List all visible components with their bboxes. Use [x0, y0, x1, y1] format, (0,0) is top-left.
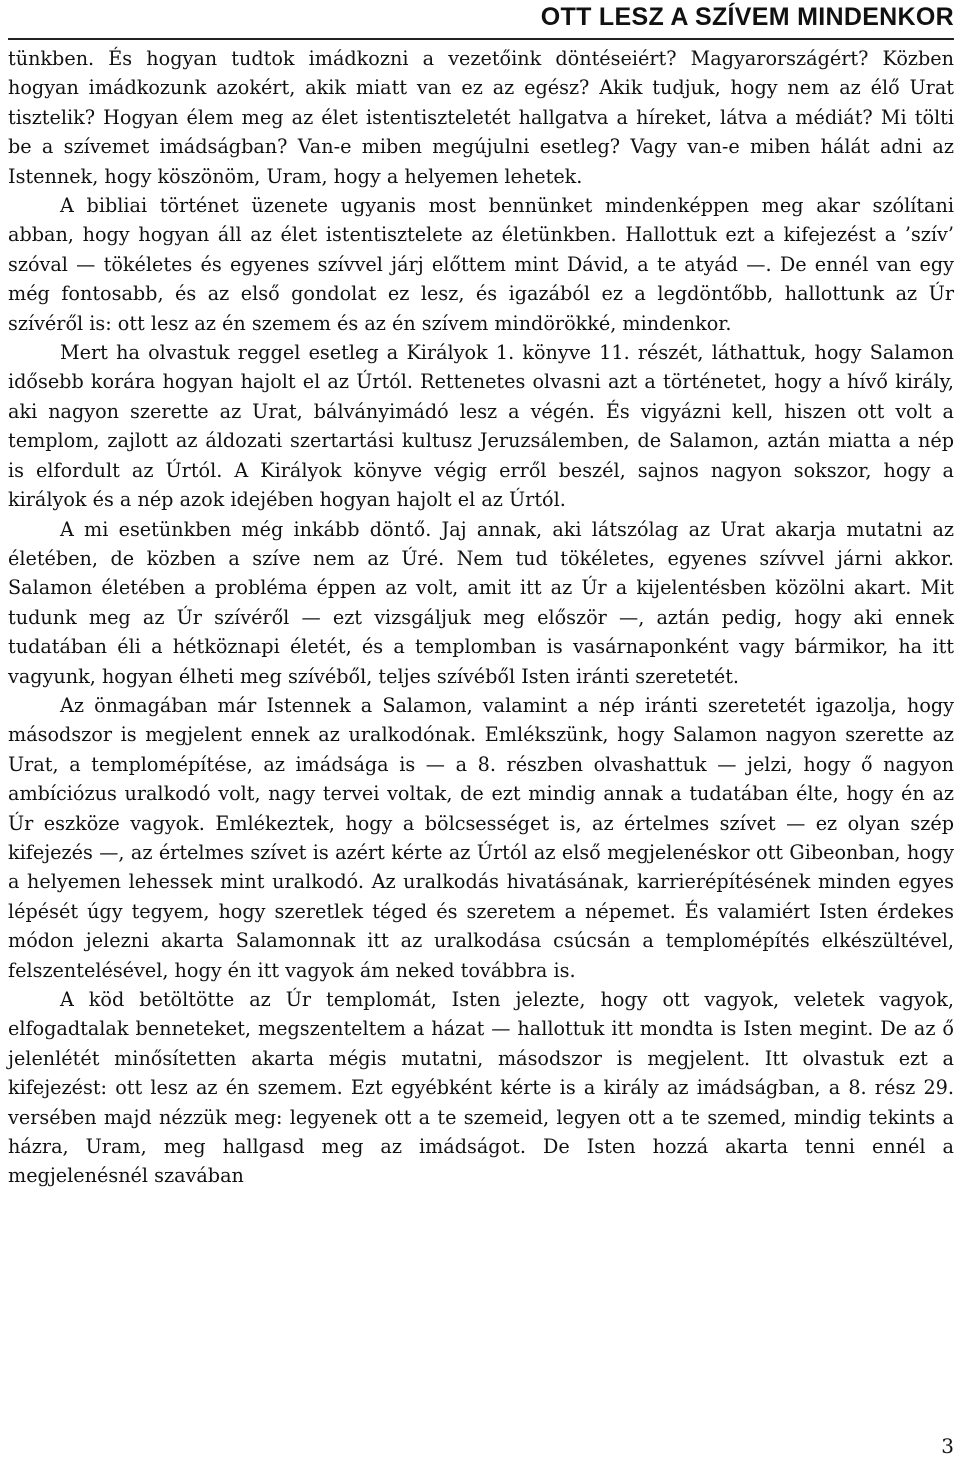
page-body	[8, 44, 954, 1191]
running-header	[8, 0, 954, 40]
paragraph: A köd betöltötte az Úr templomát, Isten jelezte, hogy ott vagyok, veletek vagyok, elfogadtalak benneteket, megszenteltem a házat — hallottuk itt mondta is Isten megint. De az ő jelenlétét minősítetten akarta mégis mutatni, másodszor is megjelent. Itt olvastuk ezt a kifejezést: ott lesz az én szemem. Ezt egyébként kérte is a király az imádságban, a 8. rész 29. versében majd nézzük meg: legyenek ott a te szemeid, legyen ott a te szemed, mindig tekints a házra, Uram, meg hallgasd meg az imádságot. De Isten hozzá akarta tenni ennél a megjelenésnél szavában	[8, 988, 954, 1188]
page-number: 3	[941, 1434, 954, 1458]
paragraph: Mert ha olvastuk reggel esetleg a Királyok 1. könyve 11. részét, láthattuk, hogy Salamon idősebb korára hogyan hajolt el az Úrtól. Rettenetes olvasni azt a történetet, hogy a hívő király, aki nagyon szerette az Urat, bálványimádó lesz a végén. És vigyázni kell, hiszen ott volt a templom, zajlott az áldozati szertartási kultusz Jeruzsálemben, de Salamon, aztán miatta a nép is elfordult az Úrtól. A Királyok könyve végig erről beszél, sajnos nagyon sokszor, hogy a királyok és a nép azok idejében hogyan hajolt el az Úrtól.	[8, 341, 954, 512]
paragraph: A mi esetünkben még inkább döntő. Jaj annak, aki látszólag az Urat akarja mutatni az életében, de közben a szíve nem az Úré. Nem tud tökéletes, egyenes szívvel járni akkor. Salamon életében a probléma éppen az volt, amit itt az Úr a kijelentésben közölni akart. Mit tudunk meg az Úr szívéről — ezt vizsgáljuk meg először —, aztán pedig, hogy aki ennek tudatában éli a hétköznapi életét, és a templomban is vasárnaponként vagy bármikor, ha itt vagyunk, hogyan élheti meg szívéből, teljes szívéből Isten iránti szeretetét.	[8, 517, 954, 688]
paragraph: tünkben. És hogyan tudtok imádkozni a vezetőink döntéseiért? Magyarországért? Közben hogyan imádkozunk azokért, akik miatt van ez az egész? Akik tudjuk, hogy nem az élő Urat tisztelik? Hogyan élem meg az élet istentiszteletét hallgatva a híreket, látva a médiát? Mi tölti be a szívemet imádságban? Van-e miben megújulni esetleg? Vagy van-e miben hálát adni az Istennek, hogy köszönöm, Uram, hogy a helyemen lehetek.	[8, 47, 954, 188]
running-header-title: OTT LESZ A SZÍVEM MINDENKOR	[540, 3, 954, 31]
paragraph: Az önmagában már Istennek a Salamon, valamint a nép iránti szeretetét igazolja, hogy másodszor is megjelent ennek az uralkodónak. Emlékszünk, hogy Salamon nagyon szerette az Urat, a templomépítése, az imádsága is — a 8. részben olvashattuk — jelzi, hogy ő nagyon ambíciózus uralkodó volt, nagy tervei voltak, de ezt mindig annak a tudatában élte, hogy én az Úr eszköze vagyok. Emlékeztek, hogy a bölcsességet is, az értelmes szívet — ez olyan szép kifejezés —, az értelmes szívet is azért kérte az Úrtól az első megjelenéskor ott Gibeonban, hogy a helyemen lehessek mint uralkodó. Az uralkodás hivatásának, karrierépítésének minden egyes lépését úgy tegyem, hogy szeretlek téged és szeretem a népemet. És valamiért Isten érdekes módon jelezni akarta Salamonnak itt az uralkodása csúcsán a templomépítés elkészültével, felszentelésével, hogy én itt vagyok ám neked továbbra is.	[8, 693, 954, 982]
paragraph: A bibliai történet üzenete ugyanis most bennünket mindenképpen meg akar szólítani abban, hogy hogyan áll az élet istentisztelete az életünkben. Hallottuk ezt a kifejezést a ’szív’ szóval — tökéletes és egyenes szívvel járj előttem mint Dávid, a te atyád —. De ennél van egy még fontosabb, és az első gondolat ez lesz, és igazából ez a legdöntőbb, hallottunk az Úr szívéről is: ott lesz az én szemem és az én szívem mindörökké, mindenkor.	[8, 194, 954, 335]
